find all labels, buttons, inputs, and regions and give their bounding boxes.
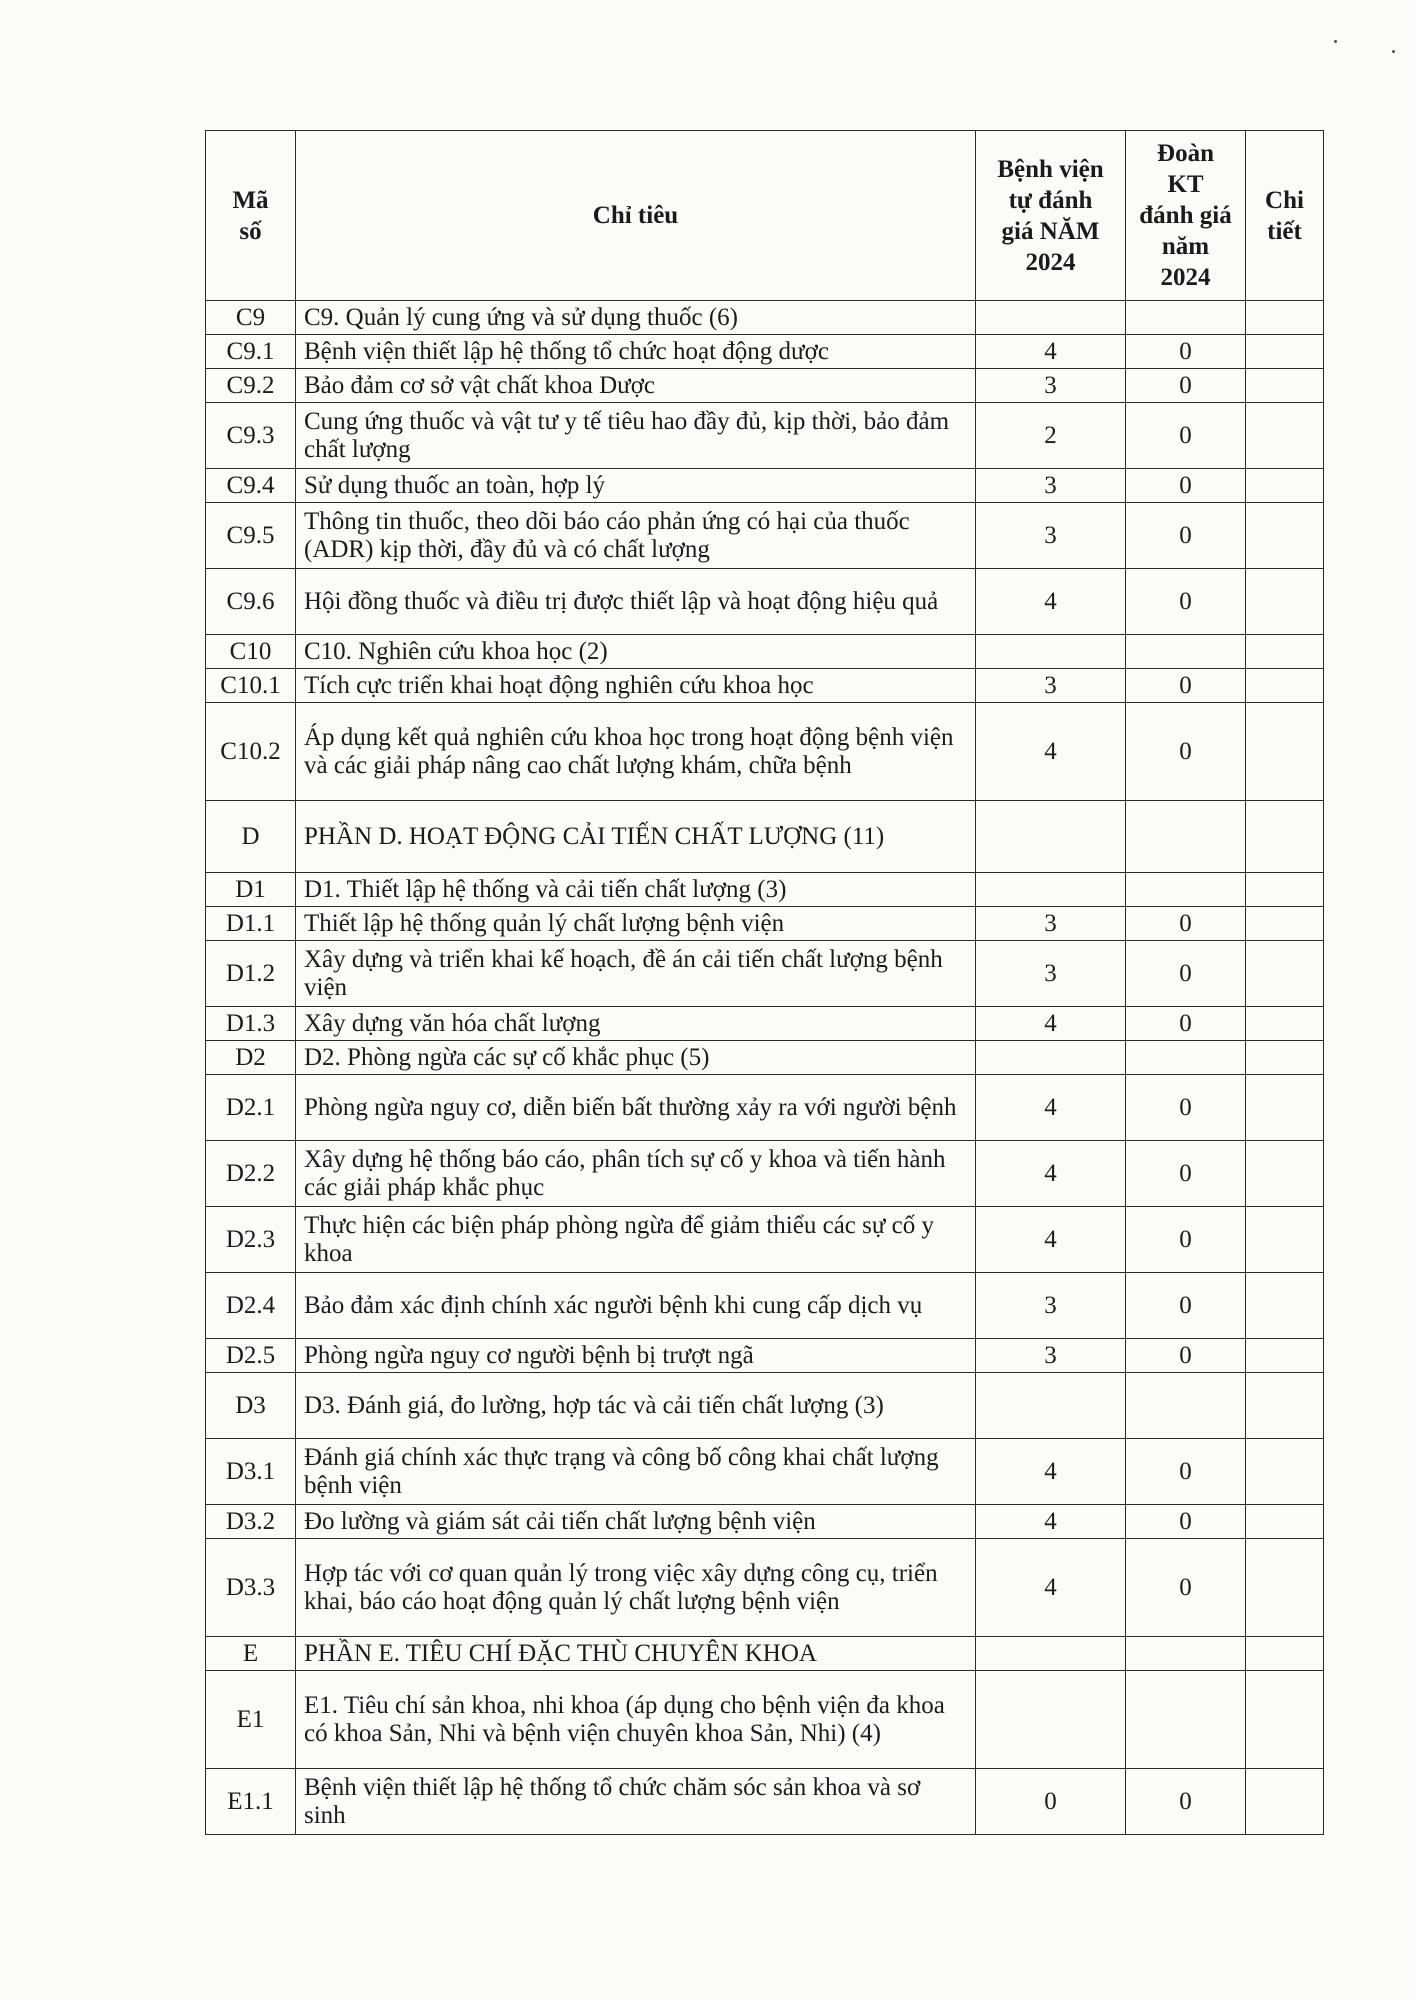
row-detail — [1246, 503, 1324, 569]
row-self-score: 3 — [976, 1273, 1126, 1339]
row-team-score: 0 — [1126, 1769, 1246, 1835]
row-criterion: Hội đồng thuốc và điều trị được thiết lập và hoạt động hiệu quả — [296, 569, 976, 635]
row-code: C10.1 — [206, 669, 296, 703]
row-code: D2.3 — [206, 1207, 296, 1273]
row-self-score: 4 — [976, 1539, 1126, 1637]
row-team-score — [1126, 873, 1246, 907]
row-code: D1 — [206, 873, 296, 907]
row-criterion: Thiết lập hệ thống quản lý chất lượng bệnh viện — [296, 907, 976, 941]
row-team-score: 0 — [1126, 1505, 1246, 1539]
row-criterion: Áp dụng kết quả nghiên cứu khoa học trong hoạt động bệnh viện và các giải pháp nâng cao chất lượng khám, chữa bệnh — [296, 703, 976, 801]
row-detail — [1246, 703, 1324, 801]
row-criterion: Bệnh viện thiết lập hệ thống tổ chức hoạt động dược — [296, 335, 976, 369]
table-row — [206, 941, 1324, 1007]
row-self-score: 4 — [976, 1007, 1126, 1041]
row-criterion: D1. Thiết lập hệ thống và cải tiến chất lượng (3) — [296, 873, 976, 907]
row-code: D1.3 — [206, 1007, 296, 1041]
row-self-score: 4 — [976, 1505, 1126, 1539]
row-criterion: Bảo đảm cơ sở vật chất khoa Dược — [296, 369, 976, 403]
row-code: C9.6 — [206, 569, 296, 635]
row-detail — [1246, 301, 1324, 335]
row-team-score — [1126, 301, 1246, 335]
row-code: D2 — [206, 1041, 296, 1075]
row-criterion: Xây dựng hệ thống báo cáo, phân tích sự cố y khoa và tiến hành các giải pháp khắc phục — [296, 1141, 976, 1207]
row-criterion: Phòng ngừa nguy cơ người bệnh bị trượt ngã — [296, 1339, 976, 1373]
row-team-score — [1126, 1637, 1246, 1671]
scan-speck — [1392, 50, 1395, 53]
row-code: D1.1 — [206, 907, 296, 941]
row-criterion: Đo lường và giám sát cải tiến chất lượng bệnh viện — [296, 1505, 976, 1539]
row-detail — [1246, 1273, 1324, 1339]
table-row — [206, 1007, 1324, 1041]
row-team-score: 0 — [1126, 1007, 1246, 1041]
table-row — [206, 635, 1324, 669]
table-row — [206, 469, 1324, 503]
row-self-score — [976, 873, 1126, 907]
assessment-table — [205, 130, 1324, 1835]
row-criterion: PHẦN D. HOẠT ĐỘNG CẢI TIẾN CHẤT LƯỢNG (11) — [296, 801, 976, 873]
row-criterion: Xây dựng văn hóa chất lượng — [296, 1007, 976, 1041]
row-self-score: 3 — [976, 669, 1126, 703]
row-criterion: Bệnh viện thiết lập hệ thống tổ chức chăm sóc sản khoa và sơ sinh — [296, 1769, 976, 1835]
table-row — [206, 569, 1324, 635]
table-row — [206, 1769, 1324, 1835]
row-criterion: Bảo đảm xác định chính xác người bệnh khi cung cấp dịch vụ — [296, 1273, 976, 1339]
row-team-score: 0 — [1126, 907, 1246, 941]
row-code: C9.5 — [206, 503, 296, 569]
row-self-score — [976, 301, 1126, 335]
table-row — [206, 1505, 1324, 1539]
table-body — [206, 301, 1324, 1835]
row-self-score: 4 — [976, 1439, 1126, 1505]
row-detail — [1246, 469, 1324, 503]
row-code: D3 — [206, 1373, 296, 1439]
row-code: E1 — [206, 1671, 296, 1769]
table-row — [206, 1539, 1324, 1637]
row-criterion: D2. Phòng ngừa các sự cố khắc phục (5) — [296, 1041, 976, 1075]
table-row — [206, 1439, 1324, 1505]
row-detail — [1246, 1041, 1324, 1075]
row-code: D — [206, 801, 296, 873]
row-team-score: 0 — [1126, 1439, 1246, 1505]
table-row — [206, 369, 1324, 403]
table-row — [206, 503, 1324, 569]
row-code: C10 — [206, 635, 296, 669]
row-code: D2.4 — [206, 1273, 296, 1339]
row-self-score — [976, 1671, 1126, 1769]
row-team-score — [1126, 1671, 1246, 1769]
table-row — [206, 1339, 1324, 1373]
table-row — [206, 1141, 1324, 1207]
row-team-score — [1126, 1041, 1246, 1075]
row-code: D3.3 — [206, 1539, 296, 1637]
scan-speck — [1334, 40, 1337, 43]
row-criterion: Đánh giá chính xác thực trạng và công bố công khai chất lượng bệnh viện — [296, 1439, 976, 1505]
row-detail — [1246, 1141, 1324, 1207]
row-detail — [1246, 403, 1324, 469]
row-team-score: 0 — [1126, 1075, 1246, 1141]
header-self-assessment: Bệnh viện tự đánh giá NĂM 2024 — [976, 131, 1126, 301]
table-row — [206, 1273, 1324, 1339]
table-row — [206, 301, 1324, 335]
table-row — [206, 403, 1324, 469]
row-criterion: D3. Đánh giá, đo lường, hợp tác và cải tiến chất lượng (3) — [296, 1373, 976, 1439]
row-criterion: Thực hiện các biện pháp phòng ngừa để giảm thiểu các sự cố y khoa — [296, 1207, 976, 1273]
row-self-score: 4 — [976, 1075, 1126, 1141]
row-criterion: Phòng ngừa nguy cơ, diễn biến bất thường xảy ra với người bệnh — [296, 1075, 976, 1141]
row-criterion: Cung ứng thuốc và vật tư y tế tiêu hao đầy đủ, kịp thời, bảo đảm chất lượng — [296, 403, 976, 469]
row-team-score: 0 — [1126, 503, 1246, 569]
row-code: E — [206, 1637, 296, 1671]
table-row — [206, 801, 1324, 873]
header-criteria: Chỉ tiêu — [296, 131, 976, 301]
row-team-score: 0 — [1126, 703, 1246, 801]
table-row — [206, 1671, 1324, 1769]
row-self-score: 4 — [976, 1141, 1126, 1207]
row-team-score: 0 — [1126, 369, 1246, 403]
row-detail — [1246, 907, 1324, 941]
row-self-score — [976, 1041, 1126, 1075]
row-criterion: C9. Quản lý cung ứng và sử dụng thuốc (6) — [296, 301, 976, 335]
row-self-score: 3 — [976, 503, 1126, 569]
row-detail — [1246, 1075, 1324, 1141]
row-self-score — [976, 635, 1126, 669]
table-header-row — [206, 131, 1324, 301]
table-row — [206, 1207, 1324, 1273]
row-self-score: 3 — [976, 907, 1126, 941]
row-criterion: Tích cực triển khai hoạt động nghiên cứu khoa học — [296, 669, 976, 703]
row-detail — [1246, 635, 1324, 669]
row-detail — [1246, 801, 1324, 873]
row-self-score: 3 — [976, 1339, 1126, 1373]
table-row — [206, 873, 1324, 907]
row-detail — [1246, 1637, 1324, 1671]
row-team-score: 0 — [1126, 1539, 1246, 1637]
table-row — [206, 703, 1324, 801]
row-code: D2.1 — [206, 1075, 296, 1141]
row-self-score: 4 — [976, 335, 1126, 369]
row-team-score: 0 — [1126, 669, 1246, 703]
row-detail — [1246, 1339, 1324, 1373]
row-detail — [1246, 1671, 1324, 1769]
row-code: D1.2 — [206, 941, 296, 1007]
row-team-score — [1126, 635, 1246, 669]
table-row — [206, 1075, 1324, 1141]
row-detail — [1246, 873, 1324, 907]
row-code: D2.2 — [206, 1141, 296, 1207]
row-detail — [1246, 669, 1324, 703]
row-team-score: 0 — [1126, 1273, 1246, 1339]
row-detail — [1246, 941, 1324, 1007]
row-self-score — [976, 1637, 1126, 1671]
row-self-score — [976, 801, 1126, 873]
row-self-score: 4 — [976, 569, 1126, 635]
table-row — [206, 669, 1324, 703]
row-self-score — [976, 1373, 1126, 1439]
table-row — [206, 335, 1324, 369]
row-code: C9.4 — [206, 469, 296, 503]
row-self-score: 3 — [976, 941, 1126, 1007]
row-self-score: 3 — [976, 369, 1126, 403]
row-team-score: 0 — [1126, 569, 1246, 635]
row-team-score: 0 — [1126, 1141, 1246, 1207]
row-team-score — [1126, 1373, 1246, 1439]
header-code: Mã số — [206, 131, 296, 301]
row-criterion: Xây dựng và triển khai kế hoạch, đề án cải tiến chất lượng bệnh viện — [296, 941, 976, 1007]
row-code: C9 — [206, 301, 296, 335]
row-detail — [1246, 1769, 1324, 1835]
row-detail — [1246, 1207, 1324, 1273]
row-code: C9.1 — [206, 335, 296, 369]
row-criterion: E1. Tiêu chí sản khoa, nhi khoa (áp dụng cho bệnh viện đa khoa có khoa Sản, Nhi và bệnh viện chuyên khoa Sản, Nhi) (4) — [296, 1671, 976, 1769]
table-row — [206, 1373, 1324, 1439]
row-code: D3.2 — [206, 1505, 296, 1539]
row-code: C10.2 — [206, 703, 296, 801]
row-criterion: PHẦN E. TIÊU CHÍ ĐẶC THÙ CHUYÊN KHOA — [296, 1637, 976, 1671]
row-detail — [1246, 369, 1324, 403]
row-detail — [1246, 1007, 1324, 1041]
row-team-score: 0 — [1126, 1339, 1246, 1373]
row-self-score: 0 — [976, 1769, 1126, 1835]
row-criterion: C10. Nghiên cứu khoa học (2) — [296, 635, 976, 669]
table-row — [206, 1637, 1324, 1671]
row-code: E1.1 — [206, 1769, 296, 1835]
row-detail — [1246, 569, 1324, 635]
row-code: C9.2 — [206, 369, 296, 403]
row-detail — [1246, 1505, 1324, 1539]
row-detail — [1246, 1373, 1324, 1439]
row-detail — [1246, 335, 1324, 369]
row-criterion: Thông tin thuốc, theo dõi báo cáo phản ứng có hại của thuốc (ADR) kịp thời, đầy đủ và có chất lượng — [296, 503, 976, 569]
row-self-score: 3 — [976, 469, 1126, 503]
row-detail — [1246, 1539, 1324, 1637]
row-detail — [1246, 1439, 1324, 1505]
row-self-score: 4 — [976, 1207, 1126, 1273]
table-row — [206, 907, 1324, 941]
row-code: D2.5 — [206, 1339, 296, 1373]
table-row — [206, 1041, 1324, 1075]
row-code: C9.3 — [206, 403, 296, 469]
row-criterion: Hợp tác với cơ quan quản lý trong việc xây dựng công cụ, triển khai, báo cáo hoạt động quản lý chất lượng bệnh viện — [296, 1539, 976, 1637]
row-team-score: 0 — [1126, 469, 1246, 503]
row-team-score — [1126, 801, 1246, 873]
header-inspection-team: Đoàn KT đánh giá năm 2024 — [1126, 131, 1246, 301]
row-team-score: 0 — [1126, 403, 1246, 469]
row-team-score: 0 — [1126, 335, 1246, 369]
row-self-score: 2 — [976, 403, 1126, 469]
row-team-score: 0 — [1126, 941, 1246, 1007]
row-team-score: 0 — [1126, 1207, 1246, 1273]
row-criterion: Sử dụng thuốc an toàn, hợp lý — [296, 469, 976, 503]
row-code: D3.1 — [206, 1439, 296, 1505]
header-detail: Chi tiết — [1246, 131, 1324, 301]
row-self-score: 4 — [976, 703, 1126, 801]
